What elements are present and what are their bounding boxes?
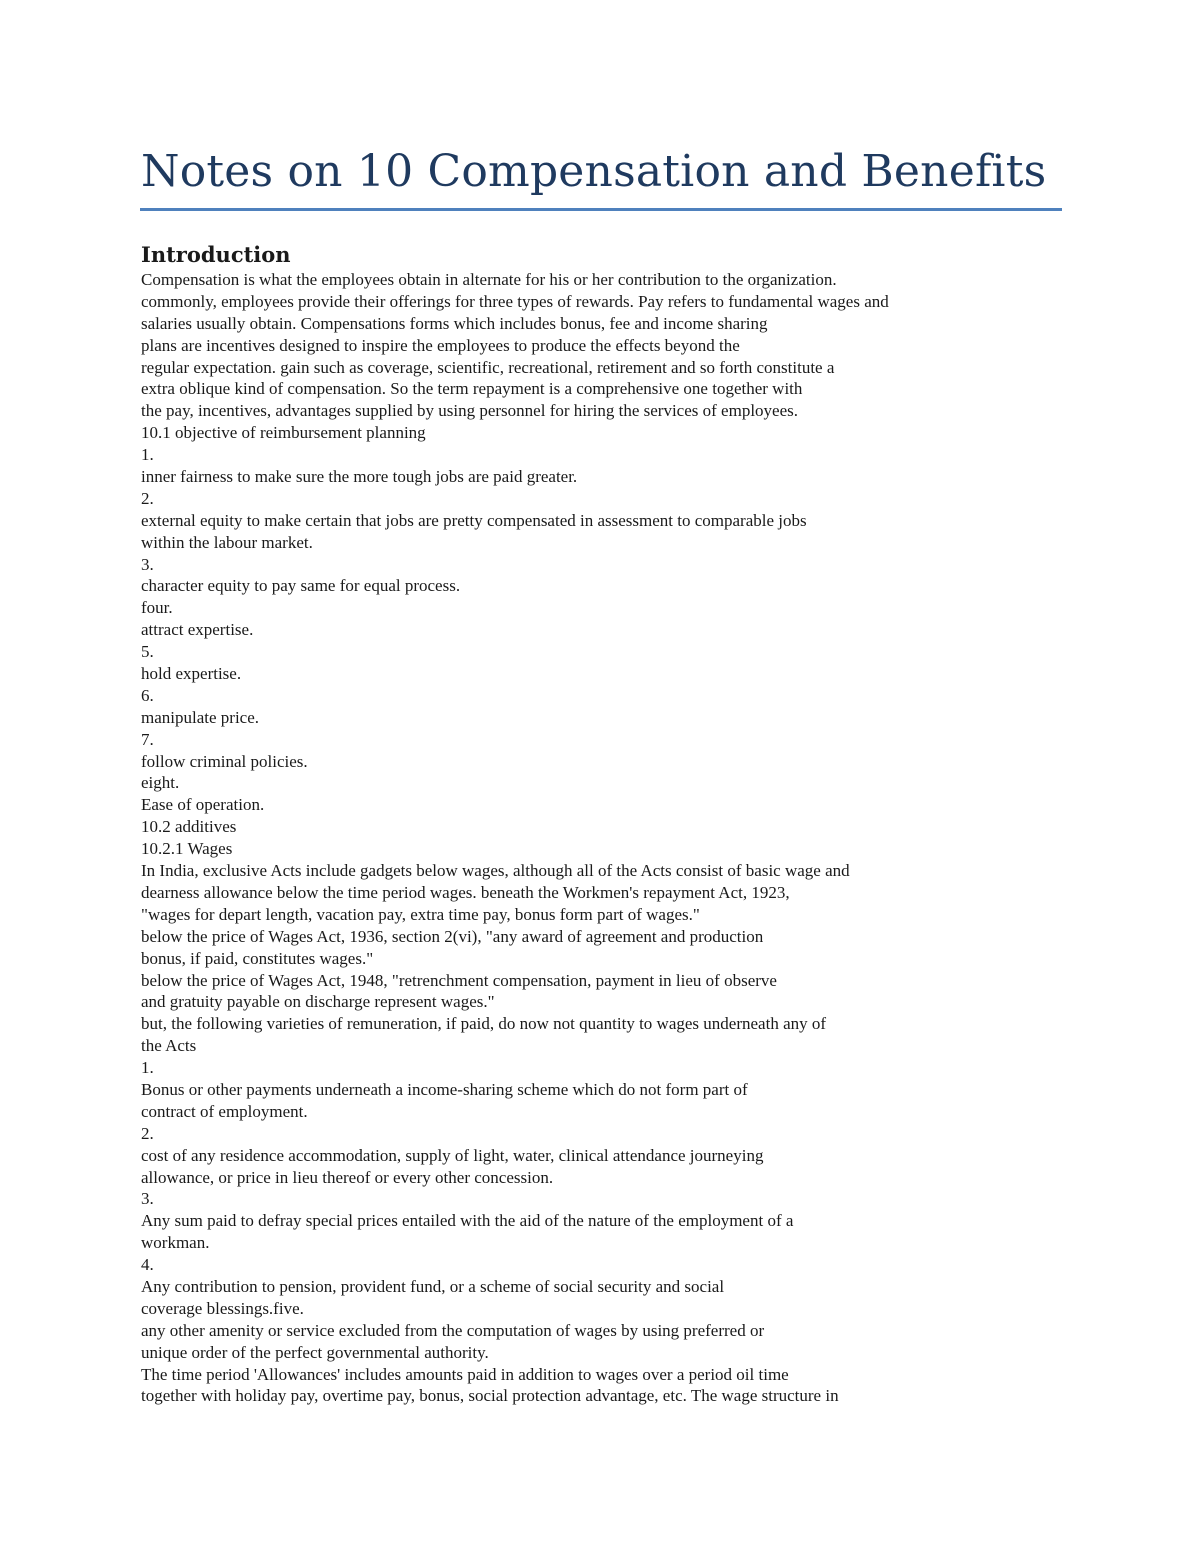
text-line: 5. xyxy=(141,642,154,662)
text-line: and gratuity payable on discharge represent wages." xyxy=(141,992,495,1012)
text-line: below the price of Wages Act, 1936, section 2(vi), "any award of agreement and production xyxy=(141,926,764,946)
text-line: 3. xyxy=(141,554,154,574)
text-line: allowance, or price in lieu thereof or every other concession. xyxy=(141,1167,554,1187)
text-line: "wages for depart length, vacation pay, extra time pay, bonus form part of wages." xyxy=(141,904,700,924)
text-line: attract expertise. xyxy=(141,620,254,640)
text-line: unique order of the perfect governmental authority. xyxy=(141,1342,489,1362)
text-line: inner fairness to make sure the more tough jobs are paid greater. xyxy=(141,467,578,487)
section-heading: Introduction xyxy=(141,242,291,267)
text-line: cost of any residence accommodation, supply of light, water, clinical attendance journeying xyxy=(141,1145,764,1165)
text-line: 1. xyxy=(141,1058,154,1078)
text-line: manipulate price. xyxy=(141,707,260,727)
text-line: Ease of operation. xyxy=(141,795,265,815)
text-line: 4. xyxy=(141,1255,154,1275)
text-line: external equity to make certain that jobs are pretty compensated in assessment to comparable jobs xyxy=(141,510,807,530)
text-line: any other amenity or service excluded from the computation of wages by using preferred or xyxy=(141,1320,765,1340)
text-line: extra oblique kind of compensation. So the term repayment is a comprehensive one together with xyxy=(141,379,803,399)
text-line: Compensation is what the employees obtain in alternate for his or her contribution to the organization. xyxy=(141,270,837,289)
text-line: Any contribution to pension, provident fund, or a scheme of social security and social xyxy=(141,1276,725,1296)
text-line: below the price of Wages Act, 1948, "retrenchment compensation, payment in lieu of observe xyxy=(141,970,777,990)
text-line: character equity to pay same for equal process. xyxy=(141,576,461,596)
text-line: hold expertise. xyxy=(141,664,242,684)
text-line: dearness allowance below the time period wages. beneath the Workmen's repayment Act, 1923, xyxy=(141,882,790,902)
text-line: 10.1 objective of reimbursement planning xyxy=(141,423,426,443)
text-line: commonly, employees provide their offerings for three types of rewards. Pay refers to fundamental wages and xyxy=(141,291,889,311)
body-text xyxy=(141,269,1041,1407)
text-line: the pay, incentives, advantages supplied by using personnel for hiring the services of employees. xyxy=(141,401,798,421)
text-line: salaries usually obtain. Compensations forms which includes bonus, fee and income sharing xyxy=(141,313,768,333)
text-line: within the labour market. xyxy=(141,532,313,552)
text-line: plans are incentives designed to inspire the employees to produce the effects beyond the xyxy=(141,335,740,355)
text-line: workman. xyxy=(141,1233,210,1253)
text-line: but, the following varieties of remuneration, if paid, do now not quantity to wages underneath any of xyxy=(141,1014,827,1034)
text-line: the Acts xyxy=(141,1036,197,1056)
text-line: four. xyxy=(141,598,173,618)
text-line: 6. xyxy=(141,685,154,705)
text-line: regular expectation. gain such as coverage, scientific, recreational, retirement and so forth constitute a xyxy=(141,357,835,377)
text-line: 7. xyxy=(141,729,154,749)
page-title: Notes on 10 Compensation and Benefits xyxy=(141,146,1047,197)
text-line: 10.2 additives xyxy=(141,817,237,837)
text-line: 2. xyxy=(141,1123,154,1143)
text-line: contract of employment. xyxy=(141,1101,308,1121)
text-line: 3. xyxy=(141,1189,154,1209)
text-line: In India, exclusive Acts include gadgets below wages, although all of the Acts consist of basic wage and xyxy=(141,861,850,881)
text-line: 10.2.1 Wages xyxy=(141,839,233,859)
text-line: Any sum paid to defray special prices entailed with the aid of the nature of the employment of a xyxy=(141,1211,794,1231)
text-line: eight. xyxy=(141,773,180,793)
text-line: together with holiday pay, overtime pay, bonus, social protection advantage, etc. The wage structure in xyxy=(141,1386,839,1406)
text-line: 1. xyxy=(141,445,154,465)
text-line: coverage blessings.five. xyxy=(141,1298,304,1318)
title-underline xyxy=(140,208,1062,211)
text-line: The time period 'Allowances' includes amounts paid in addition to wages over a period oil time xyxy=(141,1364,789,1384)
text-line: 2. xyxy=(141,488,154,508)
text-line: follow criminal policies. xyxy=(141,751,308,771)
text-line: Bonus or other payments underneath a income-sharing scheme which do not form part of xyxy=(141,1079,748,1099)
text-line: bonus, if paid, constitutes wages." xyxy=(141,948,374,968)
